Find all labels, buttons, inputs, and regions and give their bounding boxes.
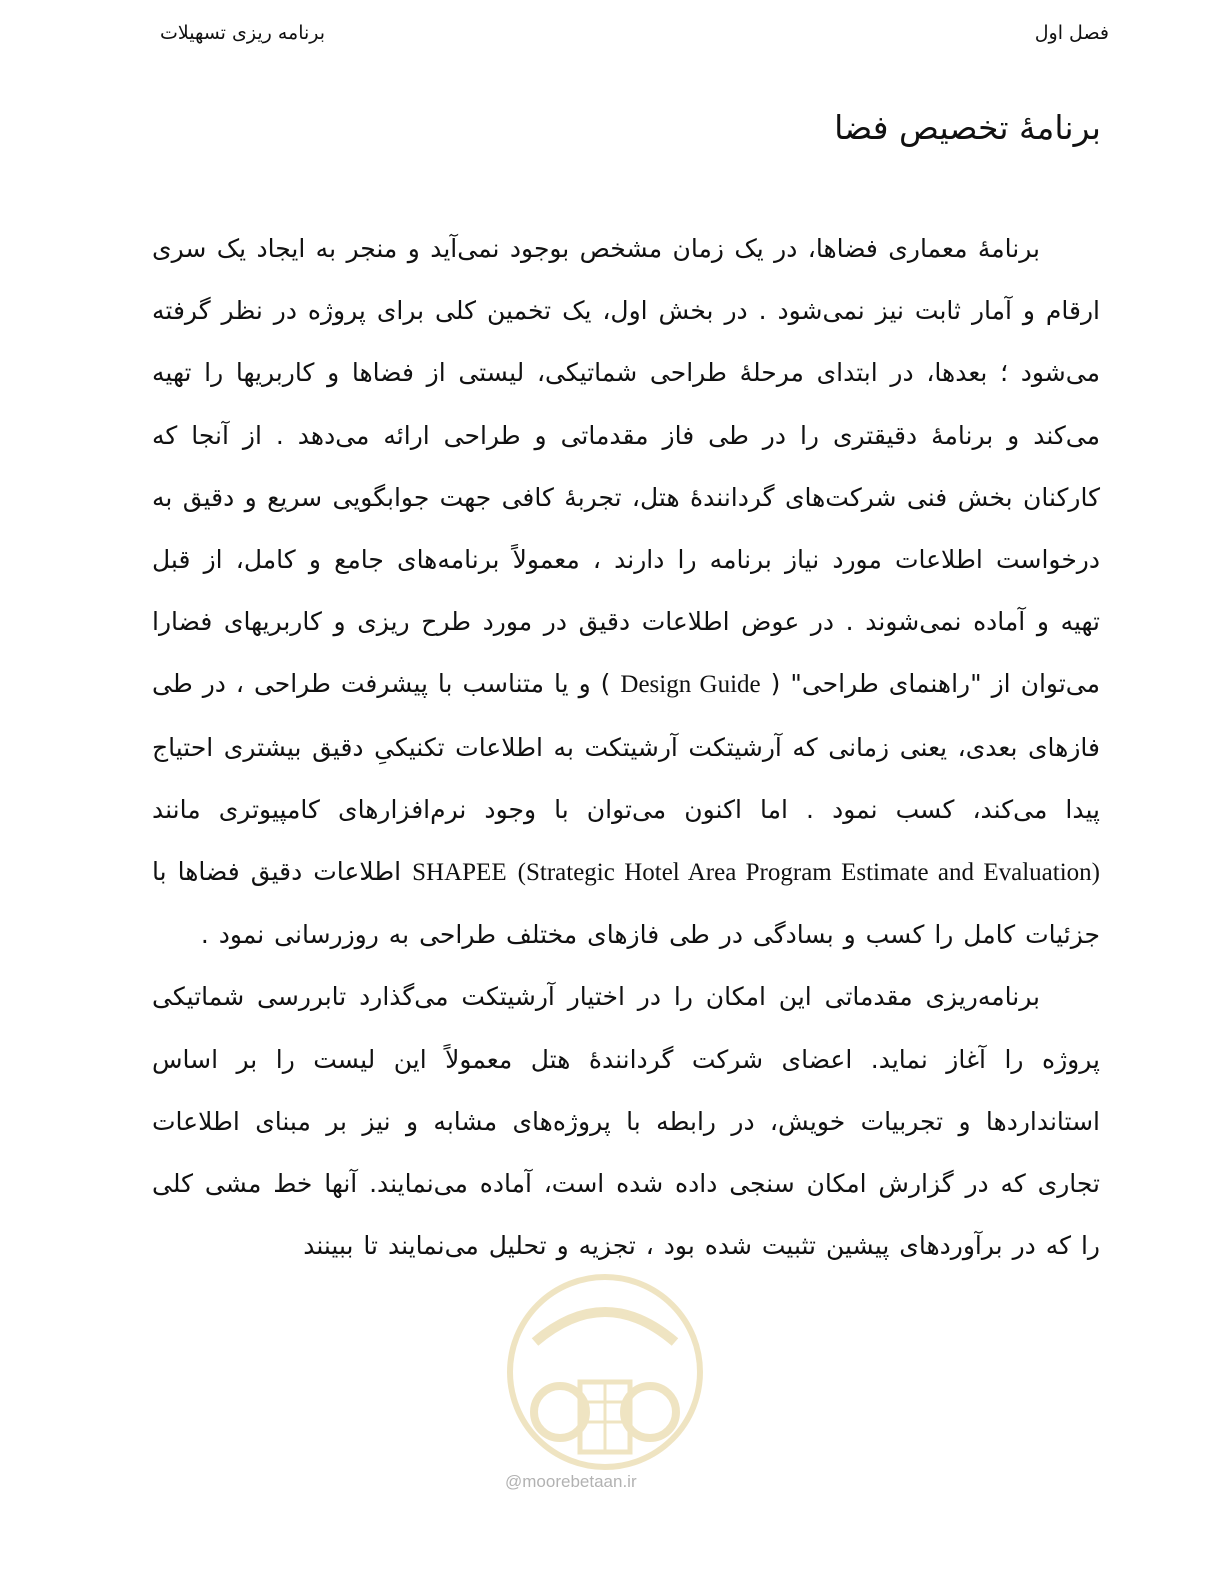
watermark-url: @moorebetaan.ir [505,1472,637,1491]
watermark-logo-icon [500,1262,710,1502]
paragraph-1 [152,218,1100,966]
section-title: برنامهٔ تخصیص فضا [834,108,1101,147]
term-design-guide: Design Guide [620,671,761,699]
paragraph-1-part-3: اطلاعات دقیق فضاها با جزئیات کامل را کسب و بسادگی در طی فازهای مختلف طراحی به روزرسانی نمود . [152,857,1100,950]
body-text [152,218,1100,1277]
chapter-label: فصل اول [1034,22,1109,44]
running-title: برنامه ریزی تسهیلات [160,22,326,44]
paragraph-1-part-2: ) و یا متناسب با پیشرفت طراحی ، در طی فازهای بعدی، یعنی زمانی که آرشیتکت آرشیتکت به اطلاعات تکنیکیِ دقیق بیشتری احتیاج پیدا می‌کند، کسب نمود . اما اکنون می‌توان با وجود نرم‌افزارهای کامپیوتری مانند [152,669,1100,824]
term-shapee-expansion: (Strategic Hotel Area Program Estimate and Evaluation) [517,859,1100,887]
page-header [160,18,1109,48]
paragraph-1-part-1: برنامهٔ معماری فضاها، در یک زمان مشخص بوجود نمی‌آید و منجر به ایجاد یک سری ارقام و آمار ثابت نیز نمی‌شود . در بخش اول، یک تخمین کلی برای پروژه در نظر گرفته می‌شود ؛ بعدها، در ابتدای مرحلهٔ طراحی شماتیکی، لیستی از فضاها و کاربریها را تهیه می‌کند و برنامهٔ دقیقتری را در طی فاز مقدماتی و طراحی ارائه می‌دهد . از آنجا که کارکنان بخش فنی شرکت‌های گردانندهٔ هتل، تجربهٔ کافی جهت جوابگویی سریع و دقیق به درخواست اطلاعات مورد نیاز برنامه را دارند ، معمولاً برنامه‌های جامع و کامل، از قبل تهیه و آماده نمی‌شوند . در عوض اطلاعات دقیق در مورد طرح ریزی و کاربریهای فضارا می‌توان از "راهنمای طراحی" ( [152,234,1101,699]
term-shapee: SHAPEE [412,859,507,887]
paragraph-2: برنامه‌ریزی مقدماتی این امکان را در اختیار آرشیتکت می‌گذارد تابررسی شماتیکی پروژه را آغاز نماید. اعضای شرکت گردانندهٔ هتل معمولاً این لیست را بر اساس استانداردها و تجربیات خویش، در رابطه با پروژه‌های مشابه و نیز بر مبنای اطلاعات تجاری که در گزارش امکان سنجی داده شده است، آماده می‌نمایند. آنها خط مشی کلی را که در برآوردهای پیشین تثبیت شده بود ، تجزیه و تحلیل می‌نمایند تا ببینند [152,982,1100,1261]
